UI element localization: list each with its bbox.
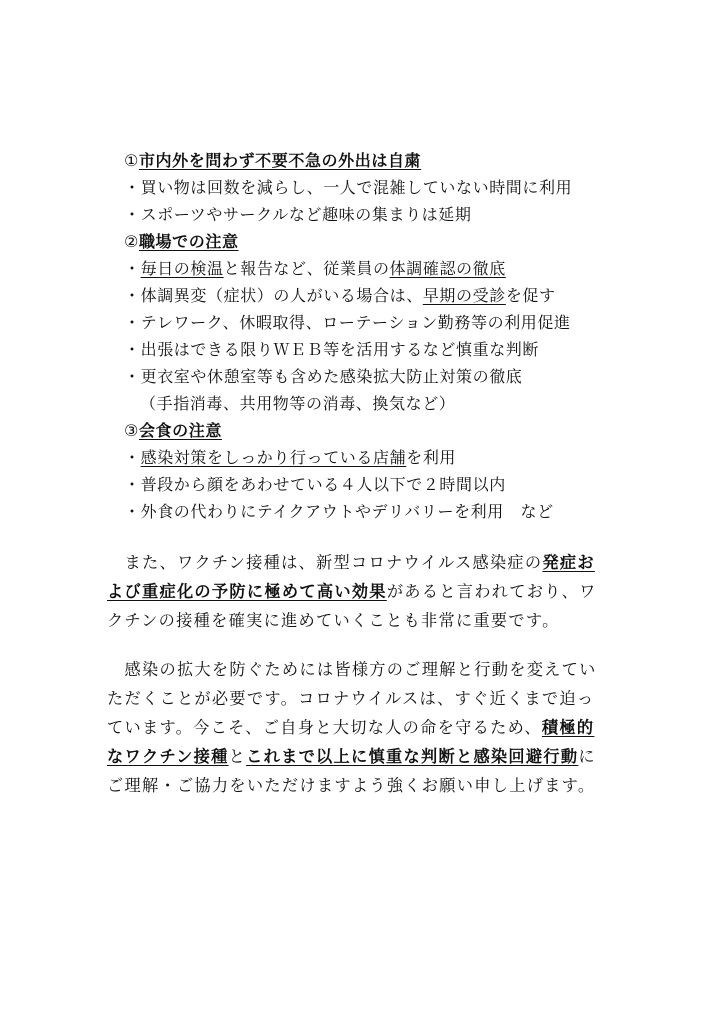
bullet-locker-room <box>124 366 522 388</box>
text-run: 積極的 <box>541 718 595 737</box>
paragraph-appeal-2 <box>107 688 594 710</box>
paragraph-appeal-4 <box>107 746 596 768</box>
bullet-symptoms <box>124 285 556 307</box>
text-run: ・普段から顔をあわせている４人以下で２時間以内 <box>124 475 506 494</box>
text-run: ② <box>124 232 139 251</box>
text-run: ・買い物は回数を減らし、一人で混雑していない時間に利用 <box>124 178 573 197</box>
text-run: （手指消毒、共用物等の消毒、換気など） <box>140 394 456 413</box>
text-run: クチンの接種を確実に進めていくことも非常に重要です。 <box>107 611 560 630</box>
bullet-group-size <box>124 474 506 496</box>
text-run: ・スポーツやサークルなど趣味の集まりは延期 <box>124 205 472 224</box>
paragraph-vaccine-1 <box>107 552 595 574</box>
text-run: 発症お <box>542 553 595 572</box>
bullet-takeout <box>124 501 554 523</box>
bullet-telework <box>124 312 571 334</box>
text-run: と報告など、従業員の <box>223 259 390 278</box>
text-run: ・体調異変（症状）の人がいる場合は、 <box>124 286 423 305</box>
bullet-shopping <box>124 177 572 199</box>
bullet-restaurant <box>124 447 456 469</box>
text-run: 感染対策をしっかり行っている店舗 <box>140 448 407 467</box>
paragraph-vaccine-2 <box>107 581 597 603</box>
text-run: 毎日の検温 <box>140 259 224 278</box>
text-run: と <box>228 747 247 766</box>
text-run: があると言われており、ワ <box>386 582 597 601</box>
text-run: よび重症化の予防に極めて高い効果 <box>107 582 387 601</box>
bullet-sports <box>124 204 471 226</box>
paragraph-vaccine-3 <box>107 610 560 632</box>
text-run: ご理解・ご協力をいただけますよう強くお願い申し上げます。 <box>107 776 596 795</box>
paragraph-appeal-1 <box>107 659 597 681</box>
paragraph-appeal-5 <box>107 775 595 797</box>
text-run: ・テレワーク、休暇取得、ローテーション勤務等の利用促進 <box>124 313 571 332</box>
text-run: を促す <box>505 286 556 305</box>
text-run: 市内外を問わず不要不急の外出は自粛 <box>138 151 422 170</box>
text-run: ③ <box>124 421 139 440</box>
text-run: ① <box>124 151 139 170</box>
paragraph-appeal-3 <box>107 717 594 739</box>
text-run: 体調確認の徹底 <box>389 259 506 278</box>
text-run: ・ <box>124 448 141 467</box>
text-run: を利用 <box>406 448 457 467</box>
heading-2 <box>124 231 239 253</box>
text-run: 職場での注意 <box>138 232 239 251</box>
text-run: なワクチン接種 <box>107 747 229 766</box>
bullet-temperature <box>124 258 506 280</box>
text-run: これまで以上に慎重な判断と感染回避行動 <box>246 747 579 766</box>
text-run: ・更衣室や休憩室等も含めた感染拡大防止対策の徹底 <box>124 367 523 386</box>
text-run: 会食の注意 <box>138 421 222 440</box>
text-run: また、ワクチン接種は、新型コロナウイルス感染症の <box>107 553 543 572</box>
text-run: ただくことが必要です。コロナウイルスは、すぐ近くまで迫っ <box>107 689 595 708</box>
text-run: に <box>578 747 596 766</box>
text-run: ています。今こそ、ご自身と大切な人の命を守るため、 <box>107 718 542 737</box>
bullet-note <box>140 393 455 415</box>
text-run: ・外食の代わりにテイクアウトやデリバリーを利用 など <box>124 502 554 521</box>
text-run: 早期の受診 <box>422 286 506 305</box>
heading-1 <box>124 150 421 172</box>
text-run: 感染の拡大を防ぐためには皆様方のご理解と行動を変えてい <box>107 660 597 679</box>
heading-3 <box>124 420 222 442</box>
text-run: ・出張はできる限りＷＥＢ等を活用するなど慎重な判断 <box>124 340 540 359</box>
text-run: ・ <box>124 259 141 278</box>
bullet-business-trip <box>124 339 539 361</box>
